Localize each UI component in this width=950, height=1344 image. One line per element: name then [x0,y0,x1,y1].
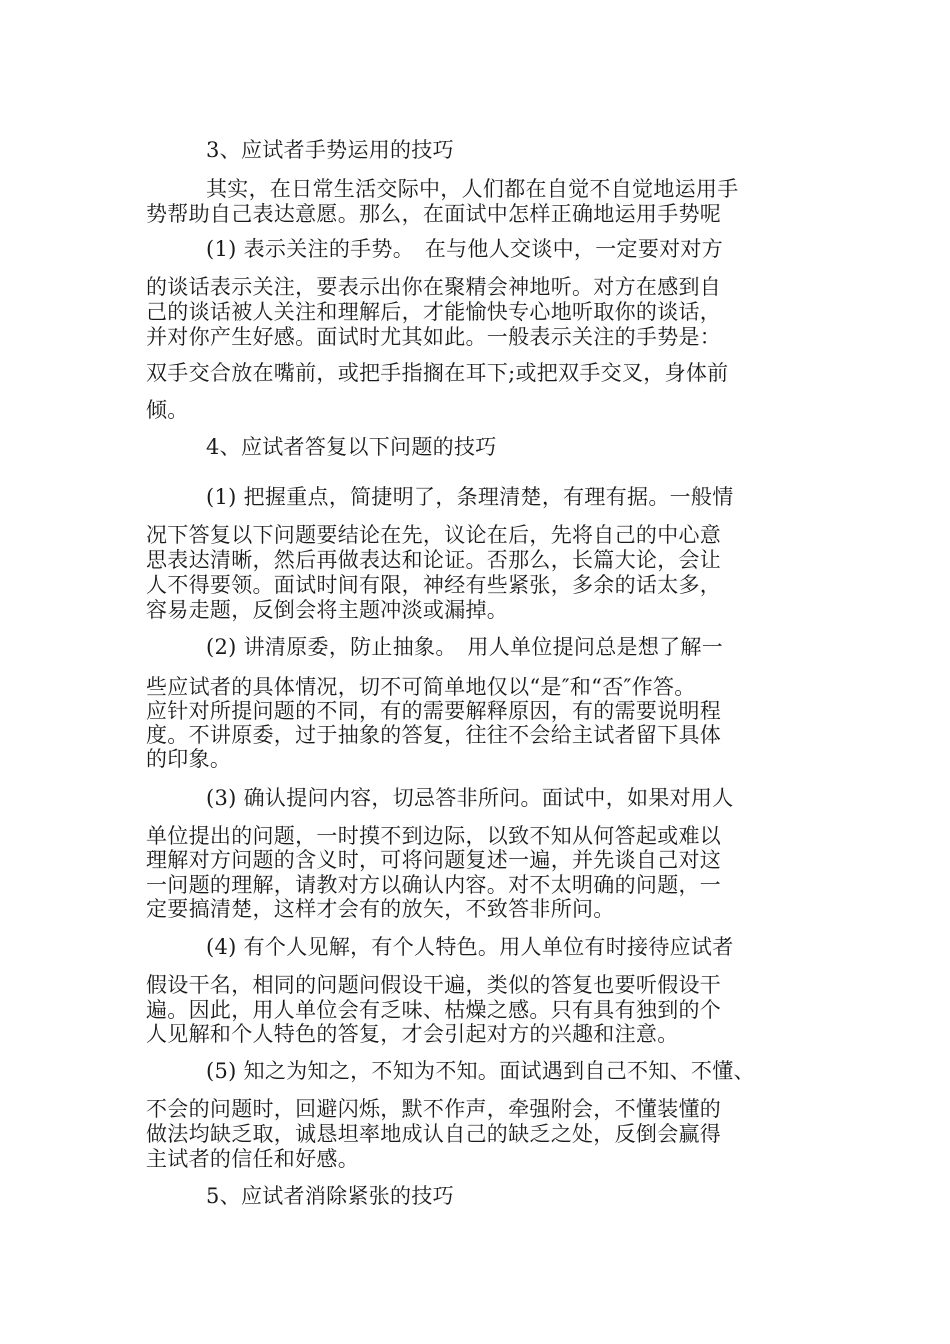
paragraph-line: 其实，在日常生活交际中，人们都在自觉不自觉地运用手 [206,177,739,201]
paragraph-line: 己的谈话被人关注和理解后，才能愉快专心地听取你的谈话， [146,300,722,324]
paragraph-line: 单位提出的问题，一时摸不到边际，以致不知从何答起或难以 [146,824,722,848]
paragraph-line: 遍。因此，用人单位会有乏味、枯燥之感。只有具有独到的个 [146,998,722,1022]
paragraph-line: 不会的问题时，回避闪烁，默不作声，牵强附会，不懂装懂的 [146,1097,722,1121]
paragraph-line: 假设干名，相同的问题问假设干遍，类似的答复也要听假设干 [146,973,722,997]
paragraph-line: 双手交合放在嘴前，或把手指搁在耳下;或把双手交叉，身体前 [146,361,729,385]
section-heading-5: 5、应试者消除紧张的技巧 [206,1184,454,1208]
paragraph-line: 主试者的信任和好感。 [146,1147,359,1171]
paragraph-line: 做法均缺乏取，诚恳坦率地成认自己的缺乏之处，反倒会赢得 [146,1122,722,1146]
paragraph-line: 理解对方问题的含义时，可将问题复述一遍，并先谈自己对这 [146,848,722,872]
section-heading-4: 4、应试者答复以下问题的技巧 [206,435,497,459]
paragraph-line: 势帮助自己表达意愿。那么，在面试中怎样正确地运用手势呢 [146,202,722,226]
section-heading-3: 3、应试者手势运用的技巧 [206,138,454,162]
paragraph-line: 的谈话表示关注，要表示出你在聚精会神地听。对方在感到自 [146,275,722,299]
paragraph-line: (2) 讲清原委，防止抽象。 用人单位提问总是想了解一 [206,635,724,659]
paragraph-line: (5) 知之为知之，不知为不知。面试遇到自己不知、不懂、 [206,1059,755,1083]
paragraph-line: (3) 确认提问内容，切忌答非所问。面试中，如果对用人 [206,786,734,810]
paragraph-line: 些应试者的具体情况，切不可简单地仅以“是″和“否″作答。 [146,675,696,699]
paragraph-line: 的印象。 [146,747,232,771]
paragraph-line: 况下答复以下问题要结论在先，议论在后，先将自己的中心意 [146,523,722,547]
paragraph-line: 容易走题，反倒会将主题冲淡或漏掉。 [146,598,509,622]
paragraph-line: 一问题的理解，请教对方以确认内容。对不太明确的问题，一 [146,873,722,897]
paragraph-line: 定要搞清楚，这样才会有的放矢，不致答非所问。 [146,897,615,921]
paragraph-line: 应针对所提问题的不同，有的需要解释原因，有的需要说明程 [146,699,722,723]
paragraph-line: 人不得要领。面试时间有限，神经有些紧张，多余的话太多， [146,573,722,597]
paragraph-line: 人见解和个人特色的答复，才会引起对方的兴趣和注意。 [146,1022,679,1046]
paragraph-line: (1) 表示关注的手势。 在与他人交谈中，一定要对对方 [206,237,724,261]
paragraph-line: 并对你产生好感。面试时尤其如此。一般表示关注的手势是： [146,325,722,349]
paragraph-line: 思表达清晰，然后再做表达和论证。否那么，长篇大论，会让 [146,548,722,572]
paragraph-line: (4) 有个人见解，有个人特色。用人单位有时接待应试者 [206,935,734,959]
paragraph-line: 度。不讲原委，过于抽象的答复，往往不会给主试者留下具体 [146,723,722,747]
paragraph-line: 倾。 [146,398,189,422]
paragraph-line: (1) 把握重点，简捷明了，条理清楚，有理有据。一般情 [206,485,734,509]
